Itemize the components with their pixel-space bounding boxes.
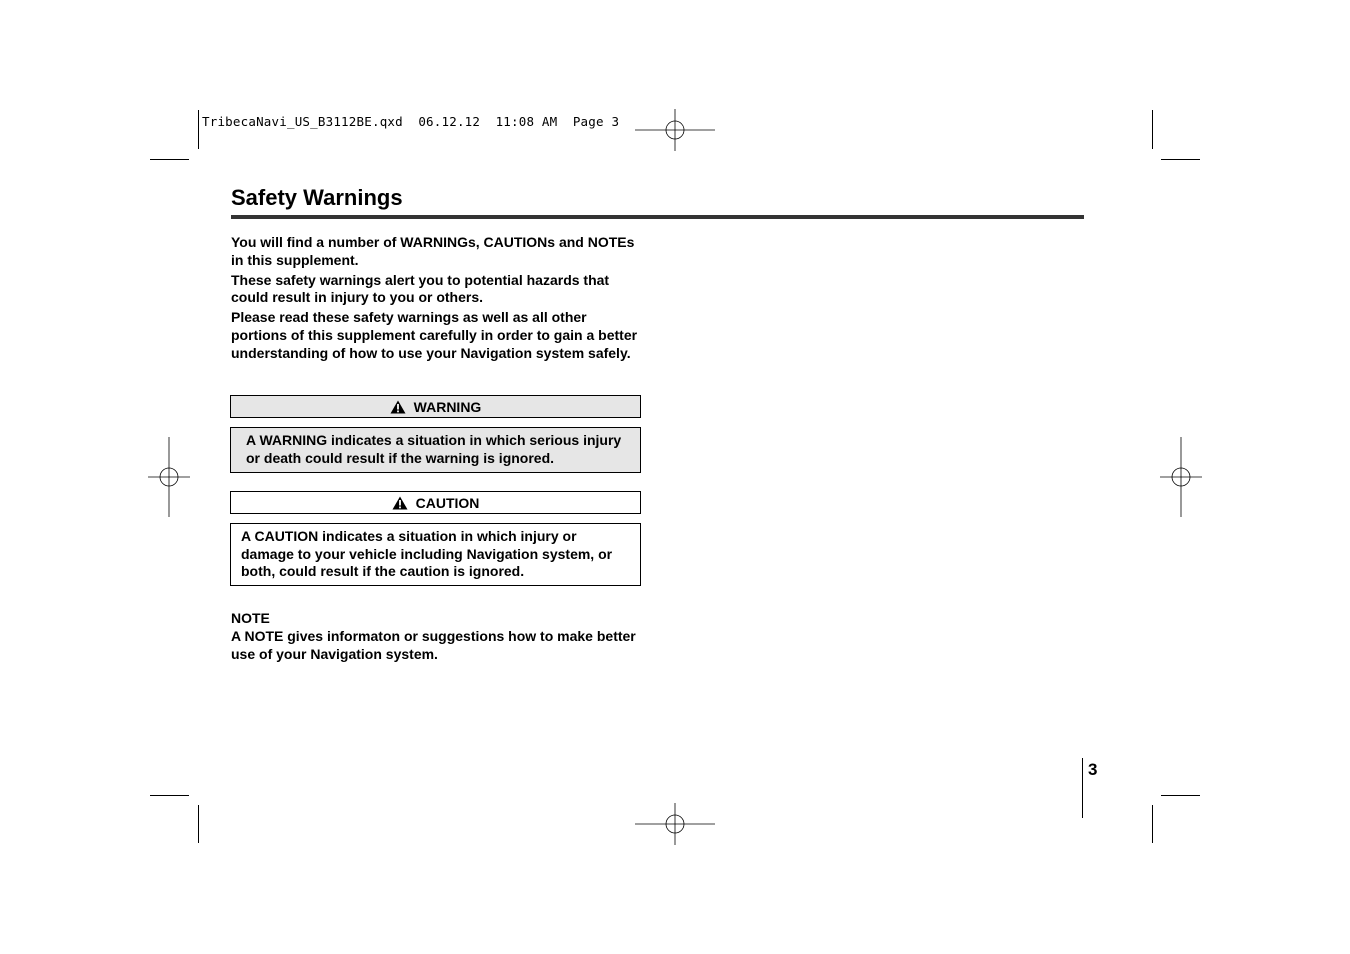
warning-triangle-icon — [392, 496, 408, 510]
caution-header — [230, 491, 641, 514]
note-heading: NOTE — [231, 610, 270, 626]
intro-paragraph: You will find a number of WARNINGs, CAUTIONs and NOTEs in this supplement. — [231, 234, 635, 268]
slug-line: TribecaNavi_US_B3112BE.qxd 06.12.12 11:08 AM Page 3 — [202, 114, 620, 129]
page-number: 3 — [1088, 760, 1098, 779]
page-number-rule — [1082, 758, 1083, 818]
crop-mark — [1152, 805, 1153, 843]
registration-mark-icon — [635, 803, 715, 845]
caution-box — [230, 523, 641, 586]
registration-mark-icon — [635, 109, 715, 151]
crop-mark — [198, 110, 199, 149]
crop-mark — [198, 805, 199, 843]
caution-text: A CAUTION indicates a situation in which injury or damage to your vehicle including Navigation system, or both, could result if the caution is ignored. — [241, 528, 613, 579]
crop-mark — [150, 159, 189, 160]
crop-mark — [1152, 110, 1153, 149]
title-rule — [231, 215, 1084, 219]
intro-text — [231, 234, 641, 365]
page-title: Safety Warnings — [231, 185, 403, 210]
warning-box — [230, 427, 641, 473]
warning-triangle-icon — [390, 400, 406, 414]
intro-paragraph: These safety warnings alert you to potential hazards that could result in injury to you or others. — [231, 271, 610, 306]
crop-mark — [1161, 159, 1200, 160]
registration-mark-icon — [1160, 437, 1202, 517]
warning-label: WARNING — [413, 398, 482, 415]
registration-mark-icon — [148, 437, 190, 517]
crop-mark — [150, 795, 189, 796]
warning-header — [230, 395, 641, 418]
warning-text: A WARNING indicates a situation in which serious injury or death could result if the warning is ignored. — [246, 432, 622, 466]
note-text: A NOTE gives informaton or suggestions how to make better use of your Navigation system. — [231, 628, 636, 662]
intro-paragraph: Please read these safety warnings as well as all other portions of this supplement carefully in order to gain a better understanding of how to use your Navigation system safely. — [231, 309, 638, 361]
crop-mark — [1161, 795, 1200, 796]
caution-label: CAUTION — [415, 494, 480, 511]
